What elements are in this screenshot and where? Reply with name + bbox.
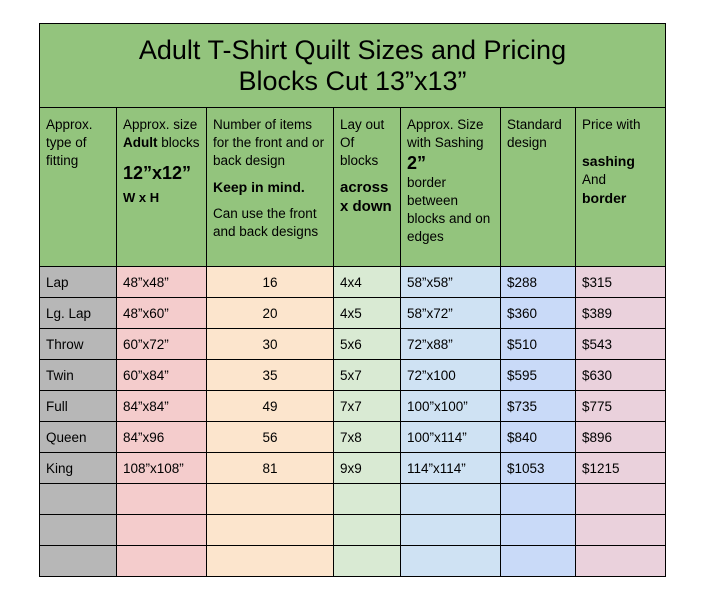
title-row (40, 24, 666, 108)
sashed-size-value: 114”x114” (407, 460, 466, 476)
table-row (40, 391, 666, 422)
standard-price-value: $840 (507, 429, 538, 445)
table-body (40, 267, 666, 577)
empty-cell (576, 546, 666, 577)
cell-sashing-price (576, 422, 666, 453)
cell-fitting-type (40, 298, 117, 329)
cell-item-count (207, 329, 334, 360)
sashing-price-value: $543 (582, 336, 613, 352)
header-row (40, 108, 666, 267)
empty-cell (207, 546, 334, 577)
fitting-type-value: Queen (46, 429, 87, 445)
cell-block-size (117, 360, 207, 391)
fitting-type-value: King (46, 460, 74, 476)
cell-fitting-type (40, 329, 117, 360)
fitting-type-value: Twin (46, 367, 74, 383)
empty-cell (207, 484, 334, 515)
empty-cell (40, 484, 117, 515)
cell-layout (334, 422, 401, 453)
empty-cell (334, 546, 401, 577)
cell-layout (334, 267, 401, 298)
item-count-value: 49 (262, 398, 278, 414)
layout-value: 5x6 (340, 336, 362, 352)
empty-cell (576, 484, 666, 515)
header-layout: Lay out Of blocks across x down (334, 108, 401, 267)
cell-item-count (207, 360, 334, 391)
cell-item-count (207, 391, 334, 422)
standard-price-value: $360 (507, 305, 538, 321)
empty-cell (117, 546, 207, 577)
block-size-value: 48”x48” (123, 274, 169, 290)
item-count-value: 35 (262, 367, 278, 383)
title-line-1: Adult T-Shirt Quilt Sizes and Pricing (138, 34, 567, 65)
cell-fitting-type (40, 267, 117, 298)
cell-sashed-size (401, 298, 501, 329)
empty-cell (401, 546, 501, 577)
sashing-price-value: $775 (582, 398, 613, 414)
table-row (40, 298, 666, 329)
cell-sashing-price (576, 453, 666, 484)
cell-standard-price (501, 329, 576, 360)
cell-standard-price (501, 422, 576, 453)
block-size-value: 108”x108” (123, 460, 184, 476)
cell-layout (334, 298, 401, 329)
sashed-size-value: 58”x72” (407, 305, 453, 321)
block-size-value: 60”x84” (123, 367, 169, 383)
empty-cell (117, 484, 207, 515)
item-count-value: 30 (262, 336, 278, 352)
title-line-2: Blocks Cut 13”x13” (238, 65, 467, 96)
block-size-value: 48”x60” (123, 305, 169, 321)
cell-sashed-size (401, 360, 501, 391)
item-count-value: 81 (262, 460, 278, 476)
standard-price-value: $1053 (507, 460, 545, 476)
header-block-size: Approx. size Adult blocks 12”x12” W x H (117, 108, 207, 267)
cell-block-size (117, 453, 207, 484)
cell-standard-price (501, 391, 576, 422)
cell-fitting-type (40, 422, 117, 453)
pricing-table (39, 23, 666, 577)
cell-layout (334, 453, 401, 484)
layout-value: 7x7 (340, 398, 362, 414)
sashing-price-value: $896 (582, 429, 613, 445)
sashed-size-value: 58”x58” (407, 274, 453, 290)
layout-value: 5x7 (340, 367, 362, 383)
cell-sashing-price (576, 329, 666, 360)
fitting-type-value: Full (46, 398, 68, 414)
fitting-type-value: Lg. Lap (46, 305, 92, 321)
cell-item-count (207, 422, 334, 453)
cell-fitting-type (40, 391, 117, 422)
empty-cell (576, 515, 666, 546)
sashed-size-value: 100”x100” (407, 398, 468, 414)
empty-cell (334, 484, 401, 515)
sashed-size-value: 100”x114” (407, 429, 467, 445)
cell-sashing-price (576, 360, 666, 391)
empty-cell (40, 515, 117, 546)
standard-price-value: $510 (507, 336, 538, 352)
table-row (40, 267, 666, 298)
cell-fitting-type (40, 453, 117, 484)
sashing-price-value: $315 (582, 274, 613, 290)
layout-value: 7x8 (340, 429, 362, 445)
cell-block-size (117, 267, 207, 298)
cell-sashed-size (401, 267, 501, 298)
empty-cell (501, 515, 576, 546)
cell-layout (334, 391, 401, 422)
table-row (40, 360, 666, 391)
table-row (40, 329, 666, 360)
cell-standard-price (501, 453, 576, 484)
empty-cell (501, 484, 576, 515)
cell-layout (334, 329, 401, 360)
empty-row (40, 546, 666, 577)
table-row (40, 422, 666, 453)
cell-item-count (207, 298, 334, 329)
standard-price-value: $595 (507, 367, 538, 383)
cell-standard-price (501, 267, 576, 298)
empty-cell (501, 546, 576, 577)
cell-sashing-price (576, 267, 666, 298)
layout-value: 4x4 (340, 274, 362, 290)
header-fitting-type: Approx. type of fitting (40, 108, 117, 267)
cell-sashed-size (401, 329, 501, 360)
cell-standard-price (501, 298, 576, 329)
sashing-price-value: $1215 (582, 460, 620, 476)
sashed-size-value: 72”x100 (407, 367, 456, 383)
table-row (40, 453, 666, 484)
empty-cell (207, 515, 334, 546)
sashed-size-value: 72”x88” (407, 336, 453, 352)
header-price: Price with sashing And border (576, 108, 666, 267)
cell-standard-price (501, 360, 576, 391)
cell-sashing-price (576, 391, 666, 422)
cell-sashed-size (401, 422, 501, 453)
layout-value: 4x5 (340, 305, 362, 321)
cell-block-size (117, 298, 207, 329)
cell-fitting-type (40, 360, 117, 391)
empty-cell (117, 515, 207, 546)
cell-block-size (117, 391, 207, 422)
header-sashed-size: Approx. Size with Sashing 2” border between blocks and on edges (401, 108, 501, 267)
cell-layout (334, 360, 401, 391)
header-standard-design: Standard design (501, 108, 576, 267)
table-title (40, 24, 666, 108)
standard-price-value: $735 (507, 398, 538, 414)
layout-value: 9x9 (340, 460, 362, 476)
header-item-count: Number of items for the front and or back design Keep in mind. Can use the front and back designs (207, 108, 334, 267)
empty-row (40, 515, 666, 546)
cell-sashed-size (401, 391, 501, 422)
empty-cell (40, 546, 117, 577)
block-size-value: 60”x72” (123, 336, 169, 352)
empty-cell (334, 515, 401, 546)
cell-item-count (207, 267, 334, 298)
cell-sashed-size (401, 453, 501, 484)
sashing-price-value: $630 (582, 367, 613, 383)
cell-block-size (117, 422, 207, 453)
item-count-value: 20 (262, 305, 278, 321)
item-count-value: 56 (262, 429, 278, 445)
fitting-type-value: Lap (46, 274, 69, 290)
item-count-value: 16 (262, 274, 278, 290)
block-size-value: 84”x96 (123, 429, 165, 445)
block-size-value: 84”x84” (123, 398, 169, 414)
empty-cell (401, 484, 501, 515)
cell-block-size (117, 329, 207, 360)
empty-cell (401, 515, 501, 546)
cell-sashing-price (576, 298, 666, 329)
empty-row (40, 484, 666, 515)
standard-price-value: $288 (507, 274, 538, 290)
sashing-price-value: $389 (582, 305, 613, 321)
cell-item-count (207, 453, 334, 484)
fitting-type-value: Throw (46, 336, 84, 352)
